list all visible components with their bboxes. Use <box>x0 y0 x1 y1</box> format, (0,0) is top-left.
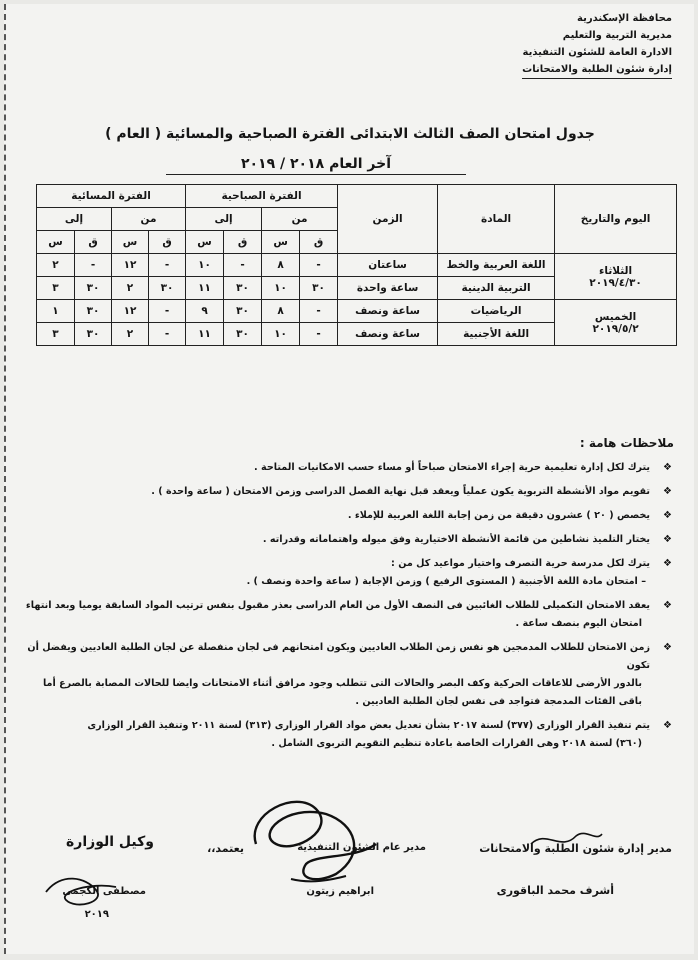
morning-from-minute: - <box>300 300 338 323</box>
evening-to-minute: ٣٠ <box>75 300 112 323</box>
evening-to-minute: ٣٠ <box>75 323 112 346</box>
general-administration-name: الادارة العامة للشئون التنفيذية <box>522 47 672 58</box>
morning-to-hour: ١١ <box>186 277 224 300</box>
document-subtitle: آخر العام ٢٠١٨ / ٢٠١٩ <box>166 156 466 175</box>
note-item: ❖ يخصص ( ٢٠ ) عشرون دقيقة من زمن إجابة اللغة العربية للإملاء . <box>24 507 672 525</box>
evening-from-hour: ٢ <box>112 323 149 346</box>
diamond-bullet-icon: ❖ <box>663 486 672 497</box>
undersecretary-year: ٢٠١٩ <box>84 909 109 920</box>
header-evening-period: الفترة المسائية <box>37 185 186 208</box>
header-evening-to: إلى <box>37 208 112 231</box>
diamond-bullet-icon: ❖ <box>663 558 672 569</box>
duration-cell: ساعة واحدة <box>338 277 438 300</box>
undersecretary-name: مصطفى الكجمى <box>62 886 146 897</box>
diamond-bullet-icon: ❖ <box>663 600 672 611</box>
header-minute: ق <box>300 231 338 254</box>
handwritten-signature-icon <box>36 862 126 917</box>
subject-cell: الرياضيات <box>438 300 555 323</box>
header-morning-period: الفترة الصباحية <box>186 185 338 208</box>
evening-from-minute: - <box>149 323 186 346</box>
day-date-cell <box>555 254 677 300</box>
morning-from-hour: ١٠ <box>262 323 300 346</box>
morning-to-hour: ١١ <box>186 323 224 346</box>
diamond-bullet-icon: ❖ <box>663 642 672 653</box>
subject-cell: اللغة العربية والخط <box>438 254 555 277</box>
header-evening-from: من <box>112 208 186 231</box>
evening-to-hour: ١ <box>37 300 75 323</box>
header-hour: س <box>112 231 149 254</box>
approval-label: يعتمد،، <box>207 842 244 855</box>
note-item: ❖ يترك لكل مدرسة حرية التصرف واختيار مواعيد كل من : – امتحان مادة اللغة الأجنبية ( المستوى الرفيع ) وزمن الإجابة ( ساعة واحدة ونصف ) . <box>24 555 672 591</box>
exam-date: ٢٠١٩/٥/٢ <box>592 322 639 335</box>
handwritten-signature-icon <box>236 784 386 899</box>
duration-cell: ساعة ونصف <box>338 300 438 323</box>
morning-from-minute: - <box>300 254 338 277</box>
header-hour: س <box>37 231 75 254</box>
evening-from-minute: - <box>149 254 186 277</box>
morning-to-minute: - <box>224 254 262 277</box>
subject-cell: اللغة الأجنبية <box>438 323 555 346</box>
header-hour: س <box>262 231 300 254</box>
executive-affairs-director-title: مدير عام الشئون التنفيذية <box>297 842 426 853</box>
day-name: الثلاثاء <box>599 264 633 277</box>
diamond-bullet-icon: ❖ <box>663 510 672 521</box>
notes-heading: ملاحظات هامة : <box>579 436 674 450</box>
header-minute: ق <box>75 231 112 254</box>
morning-from-hour: ٨ <box>262 254 300 277</box>
duration-cell: ساعة ونصف <box>338 323 438 346</box>
evening-from-hour: ١٢ <box>112 254 149 277</box>
diamond-bullet-icon: ❖ <box>663 720 672 731</box>
evening-from-minute: - <box>149 300 186 323</box>
duration-cell: ساعتان <box>338 254 438 277</box>
header-subject: المادة <box>438 185 555 254</box>
note-item: ❖ زمن الامتحان للطلاب المدمجين هو نفس زمن الطلاب العاديين ويكون امتحانهم فى لجان منفصلة عن لجان الطلبة العاديين ويفضل أن تكون بالدور الأرضى للاعاقات الحركية وكف البصر والحالات التى تتطلب وجود مرافق أثناء الامتحانات وايضا للحالات المصابة بالصرع أما باقى الفئات المدمجة فتواجد فى نفس لجان الطلبة العاديين . <box>24 639 672 711</box>
morning-to-minute: ٣٠ <box>224 323 262 346</box>
morning-from-hour: ٨ <box>262 300 300 323</box>
header-day-date: اليوم والتاريخ <box>555 185 677 254</box>
table-row <box>37 254 677 277</box>
note-item: ❖ يختار التلميذ نشاطين من قائمة الأنشطة الاختيارية وفق ميوله واهتماماته وقدراته . <box>24 531 672 549</box>
note-item: ❖ يعقد الامتحان التكميلى للطلاب الغائبين فى النصف الأول من العام الدراسى بعذر مقبول بنفس ترتيب المواد السابقة يوميا وبعد انتهاء امتحان اليوم بنصف ساعة . <box>24 597 672 633</box>
sub-note: امتحان مادة اللغة الأجنبية ( المستوى الرفيع ) وزمن الإجابة ( ساعة واحدة ونصف ) . <box>246 576 638 587</box>
directorate-name: مديرية التربية والتعليم <box>562 30 672 41</box>
evening-to-hour: ٣ <box>37 277 75 300</box>
morning-from-minute: - <box>300 323 338 346</box>
header-hour: س <box>186 231 224 254</box>
morning-to-hour: ٩ <box>186 300 224 323</box>
day-name: الخميس <box>594 310 637 323</box>
issuing-authority-header <box>522 10 672 79</box>
evening-from-hour: ٢ <box>112 277 149 300</box>
undersecretary-title: وكيل الوزارة <box>66 834 154 850</box>
executive-affairs-director-name: ابراهيم زيتون <box>306 886 374 897</box>
handwritten-signature-icon <box>526 824 606 854</box>
evening-to-hour: ٣ <box>37 323 75 346</box>
document-page <box>4 4 694 954</box>
department-name: إدارة شئون الطلبة والامتحانات <box>522 61 672 79</box>
governorate-name: محافظة الإسكندرية <box>577 13 672 24</box>
header-minute: ق <box>224 231 262 254</box>
student-affairs-director-title: مدير إدارة شئون الطلبة والامتحانات <box>479 842 672 855</box>
notes-list <box>24 459 672 753</box>
morning-from-minute: ٣٠ <box>300 277 338 300</box>
evening-from-hour: ١٢ <box>112 300 149 323</box>
diamond-bullet-icon: ❖ <box>663 534 672 545</box>
student-affairs-director-name: أشرف محمد الباقورى <box>496 884 614 897</box>
exam-schedule-table <box>36 184 677 346</box>
note-item: ❖ يترك لكل إدارة تعليمية حرية إجراء الامتحان صباحاً أو مساء حسب الامكانيات المتاحة . <box>24 459 672 477</box>
morning-from-hour: ١٠ <box>262 277 300 300</box>
subject-cell: التربية الدينية <box>438 277 555 300</box>
diamond-bullet-icon: ❖ <box>663 462 672 473</box>
header-morning-to: إلى <box>186 208 262 231</box>
evening-to-hour: ٢ <box>37 254 75 277</box>
note-item: ❖ يتم تنفيذ القرار الوزارى (٣٧٧) لسنة ٢٠١٧ بشأن تعديل بعض مواد القرار الوزارى (٣١٣) لسنة ٢٠١١ وتنفيذ القرار الوزارى (٣٦٠) لسنة ٢٠١٨ وهى القرارات الخاصة باعادة تنظيم التقويم التربوى الشامل . <box>24 717 672 753</box>
exam-date: ٢٠١٩/٤/٣٠ <box>589 276 642 289</box>
morning-to-hour: ١٠ <box>186 254 224 277</box>
header-morning-from: من <box>262 208 338 231</box>
note-item: ❖ تقويم مواد الأنشطة التربوية يكون عملياً ويعقد قبل نهاية الفصل الدراسى وزمن الامتحان ( ساعة واحدة ) . <box>24 483 672 501</box>
evening-from-minute: ٣٠ <box>149 277 186 300</box>
evening-to-minute: - <box>75 254 112 277</box>
morning-to-minute: ٣٠ <box>224 300 262 323</box>
header-minute: ق <box>149 231 186 254</box>
morning-to-minute: ٣٠ <box>224 277 262 300</box>
day-date-cell <box>555 300 677 346</box>
evening-to-minute: ٣٠ <box>75 277 112 300</box>
document-title: جدول امتحان الصف الثالث الابتدائى الفترة الصباحية والمسائية ( العام ) <box>105 126 595 142</box>
header-duration: الزمن <box>338 185 438 254</box>
table-row <box>37 300 677 323</box>
